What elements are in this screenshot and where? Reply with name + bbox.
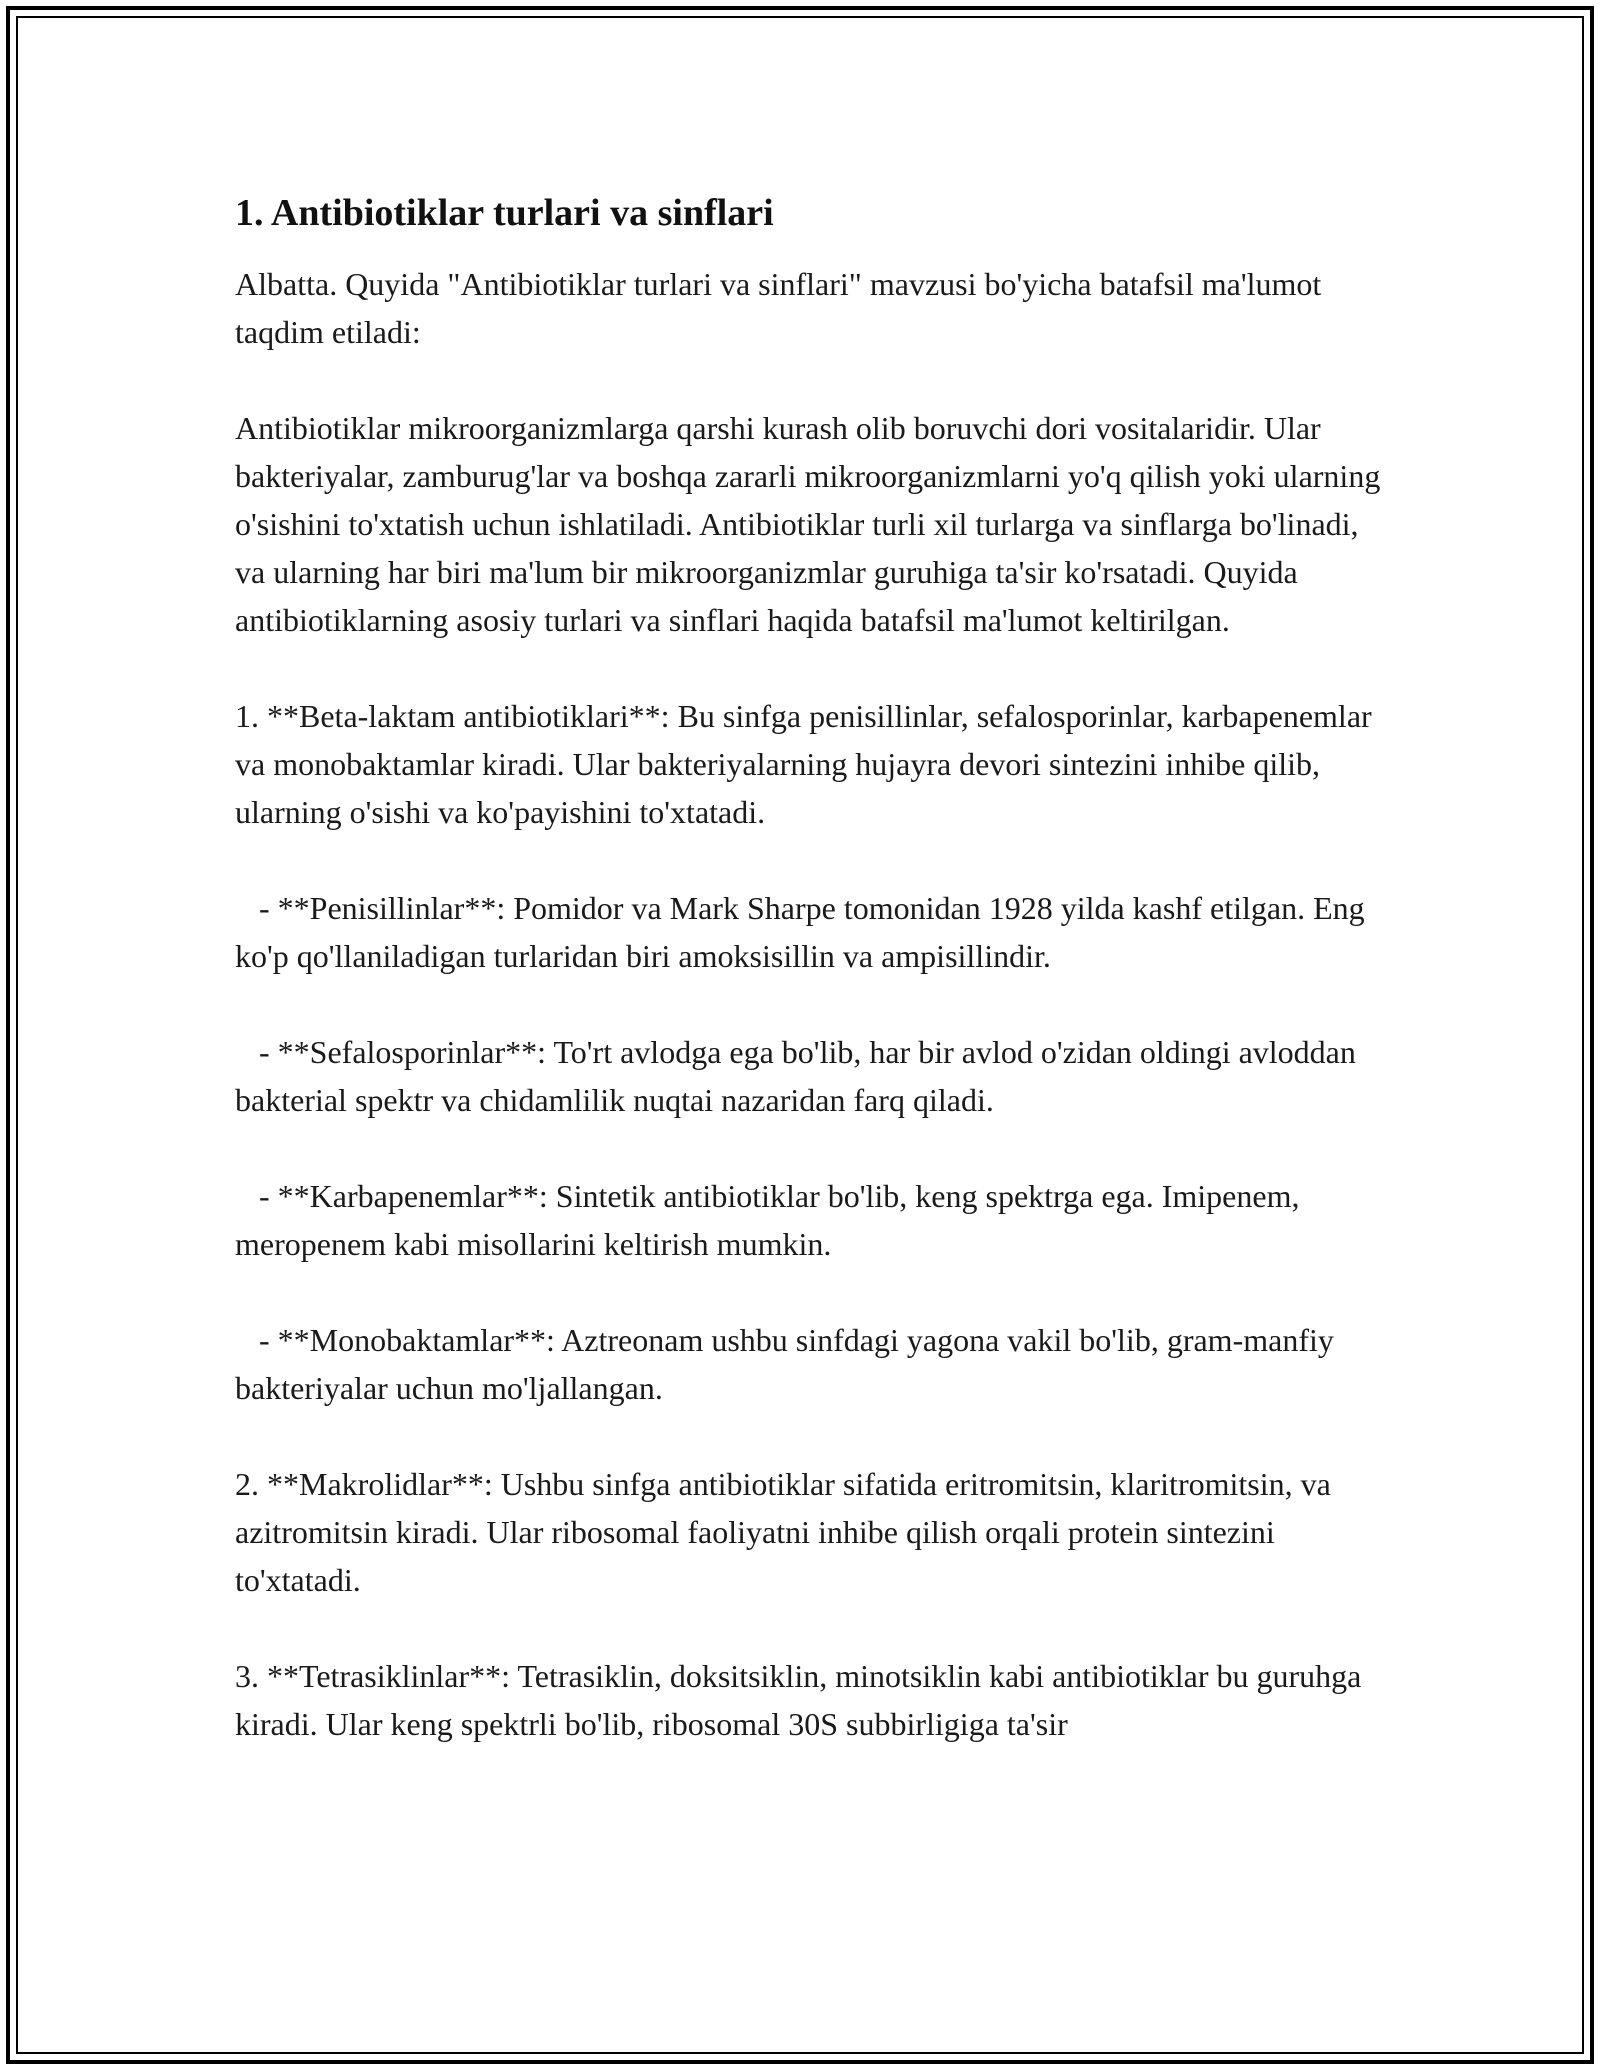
macrolides-paragraph: 2. **Makrolidlar**: Ushbu sinfga antibiotiklar sifatida eritromitsin, klaritromitsin, va azitromitsin kiradi. Ular ribosomal faoliyatni inhibe qilish orqali protein sintezini to'xtatadi.	[235, 1466, 1339, 1598]
document-body	[235, 188, 1389, 1796]
overview-paragraph: Antibiotiklar mikroorganizmlarga qarshi kurash olib boruvchi dori vositalaridir. Ular bakteriyalar, zamburug'lar va boshqa zararli mikroorganizmlarni yo'q qilish yoki ularning o'sishini to'xtatish uchun ishlatiladi. Antibiotiklar turli xil turlarga va sinflarga bo'linadi, va ularning har biri ma'lum bir mikroorganizmlar guruhiga ta'sir ko'rsatadi. Quyida antibiotiklarning asosiy turlari va sinflari haqida batafsil ma'lumot keltirilgan.	[235, 410, 1389, 638]
intro-paragraph: Albatta. Quyida "Antibiotiklar turlari va sinflari" mavzusi bo'yicha batafsil ma'lumot taqdim etiladi:	[235, 266, 1330, 350]
tetracyclines-paragraph: 3. **Tetrasiklinlar**: Tetrasiklin, doksitsiklin, minotsiklin kabi antibiotiklar bu guruhga kiradi. Ular keng spektrli bo'lib, ribosomal 30S subbirligiga ta'sir	[235, 1658, 1370, 1742]
penicillins-paragraph: - **Penisillinlar**: Pomidor va Mark Sharpe tomonidan 1928 yilda kashf etilgan. Eng ko'p qo'llaniladigan turlaridan biri amoksisillin va ampisillindir.	[235, 890, 1373, 974]
document-title: 1. Antibiotiklar turlari va sinflari	[235, 192, 774, 234]
beta-lactam-paragraph: 1. **Beta-laktam antibiotiklari**: Bu sinfga penisillinlar, sefalosporinlar, karbapenemlar va monobaktamlar kiradi. Ular bakteriyalarning hujayra devori sintezini inhibe qilib, ularning o'sishi va ko'payishini to'xtatadi.	[235, 698, 1380, 830]
cephalosporins-paragraph: - **Sefalosporinlar**: To'rt avlodga ega bo'lib, har bir avlod o'zidan oldingi avloddan bakterial spektr va chidamlilik nuqtai nazaridan farq qiladi.	[235, 1034, 1364, 1118]
carbapenems-paragraph: - **Karbapenemlar**: Sintetik antibiotiklar bo'lib, keng spektrga ega. Imipenem, meropenem kabi misollarini keltirish mumkin.	[235, 1178, 1308, 1262]
monobactams-paragraph: - **Monobaktamlar**: Aztreonam ushbu sinfdagi yagona vakil bo'lib, gram-manfiy bakteriyalar uchun mo'ljallangan.	[235, 1322, 1342, 1406]
